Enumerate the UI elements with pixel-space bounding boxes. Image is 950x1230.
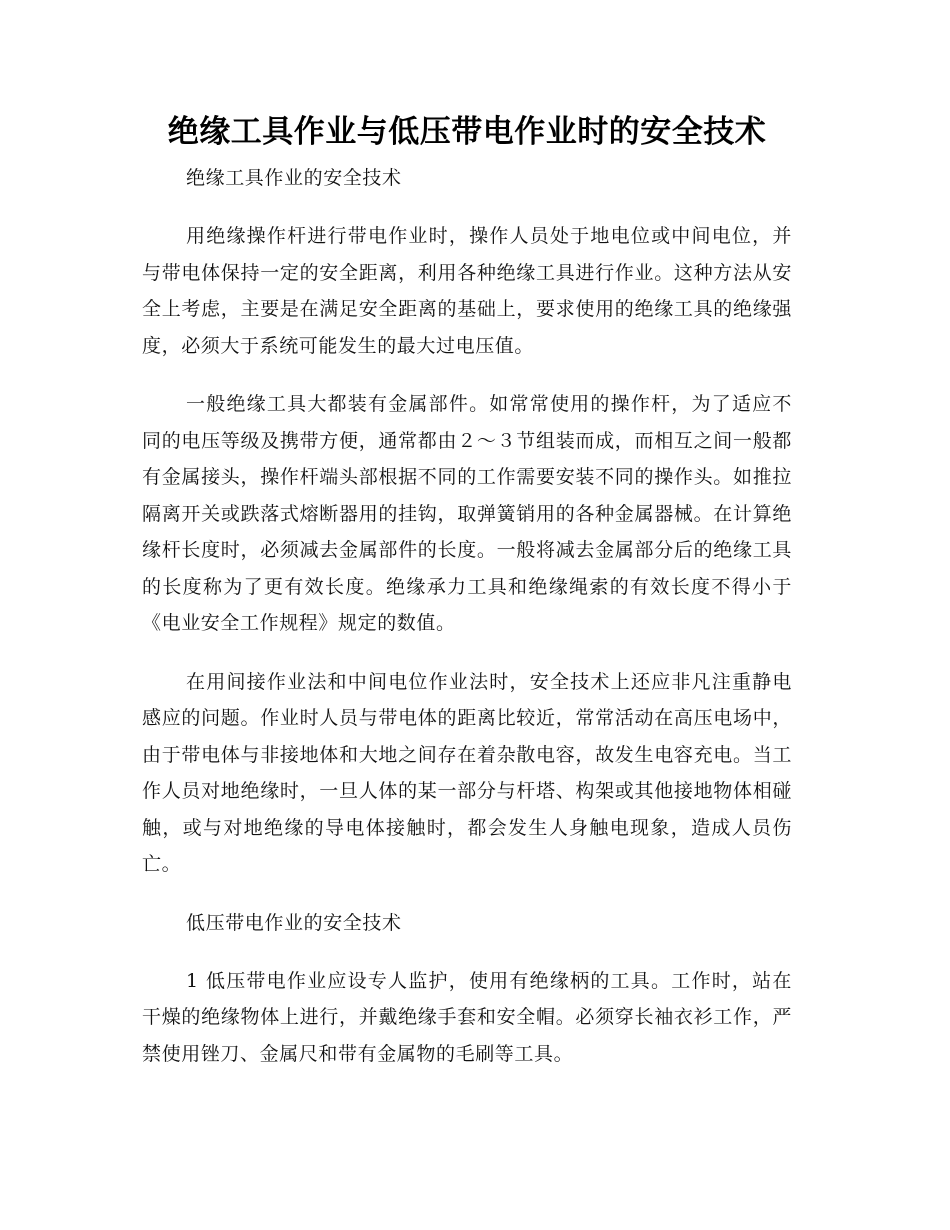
paragraph: 1 低压带电作业应设专人监护，使用有绝缘柄的工具。工作时，站在干燥的绝缘物体上进行，并戴绝缘手套和安全帽。必须穿长袖衣衫工作，严禁使用锉刀、金属尺和带有金属物的毛刷等工具。 <box>142 969 792 1065</box>
paragraph: 用绝缘操作杆进行带电作业时，操作人员处于地电位或中间电位，并与带电体保持一定的安全距离，利用各种绝缘工具进行作业。这种方法从安全上考虑，主要是在满足安全距离的基础上，要求使用的绝缘工具的绝缘强度，必须大于系统可能发生的最大过电压值。 <box>142 225 792 357</box>
document-page <box>142 106 792 1094</box>
section-heading-insulated-tools: 绝缘工具作业的安全技术 <box>186 167 402 189</box>
document-title: 绝缘工具作业与低压带电作业时的安全技术 <box>167 114 767 150</box>
section-heading-low-voltage: 低压带电作业的安全技术 <box>186 911 402 934</box>
paragraph: 一般绝缘工具大都装有金属部件。如常常使用的操作杆，为了适应不同的电压等级及携带方便，通常都由２～３节组装而成，而相互之间一般都有金属接头，操作杆端头部根据不同的工作需要安装不同的操作头。如推拉隔离开关或跌落式熔断器用的挂钩，取弹簧销用的各种金属器械。在计算绝缘杆长度时，必须减去金属部件的长度。一般将减去金属部分后的绝缘工具的长度称为了更有效长度。绝缘承力工具和绝缘绳索的有效长度不得小于《电业安全工作规程》规定的数值。 <box>142 393 792 634</box>
paragraph: 在用间接作业法和中间电位作业法时，安全技术上还应非凡注重静电感应的问题。作业时人员与带电体的距离比较近，常常活动在高压电场中，由于带电体与非接地体和大地之间存在着杂散电容，故发生电容充电。当工作人员对地绝缘时，一旦人体的某一部分与杆塔、构架或其他接地物体相碰触，或与对地绝缘的导电体接触时，都会发生人身触电现象，造成人员伤亡。 <box>142 670 792 875</box>
